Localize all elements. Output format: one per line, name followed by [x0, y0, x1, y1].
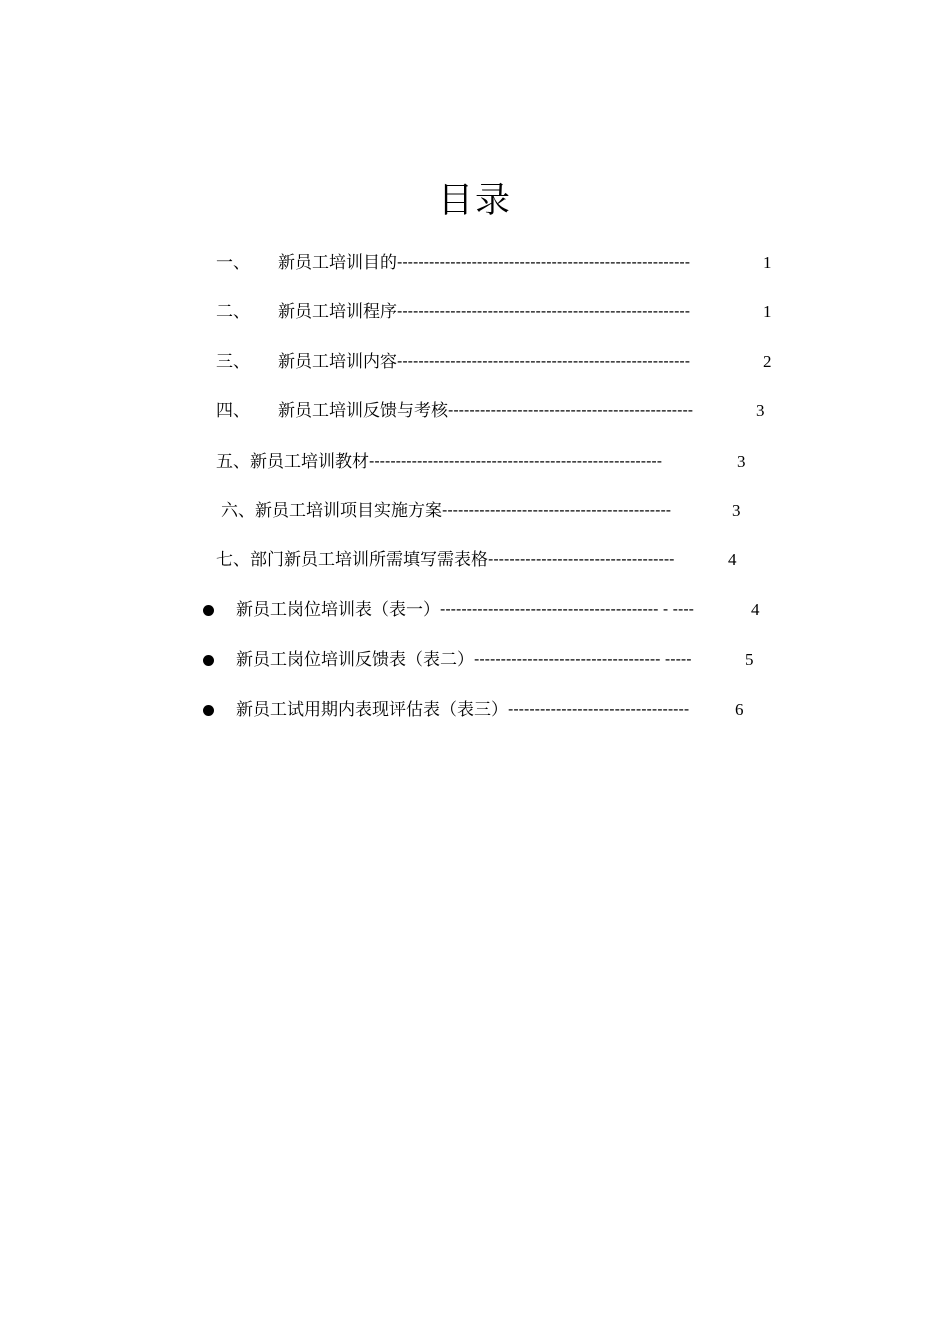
toc-entry-page: 1 [763, 302, 772, 321]
toc-leader-dots: ----------------------------------- [488, 551, 675, 568]
toc-entry-number: 七、 [216, 550, 250, 570]
toc-leader-dots: ----------------------------------- ----- [474, 651, 692, 668]
toc-entry-number: 六、 [221, 501, 255, 521]
toc-entry-number: 二、 [216, 302, 250, 322]
toc-entry-page: 3 [732, 501, 741, 520]
toc-entry-page: 4 [728, 550, 737, 569]
toc-sub-entry-page: 6 [735, 700, 744, 719]
bullet-icon [203, 605, 214, 616]
page-title: 目录 [437, 181, 512, 221]
toc-entry[interactable] [216, 399, 765, 423]
toc-sub-entry-label: 新员工岗位培训表（表一） [236, 600, 440, 620]
bullet-icon [203, 655, 214, 666]
toc-sub-entry[interactable] [203, 698, 744, 722]
toc-entry-number: 三、 [216, 352, 250, 372]
toc-leader-dots: ------------------------------------------------------- [369, 453, 663, 470]
toc-entry-label: 部门新员工培训所需填写需表格 [250, 550, 488, 570]
toc-entry-page: 1 [763, 253, 772, 272]
bullet-icon [203, 705, 214, 716]
toc-sub-entry-label: 新员工试用期内表现评估表（表三） [236, 700, 508, 720]
toc-entry[interactable] [221, 499, 741, 523]
toc-sub-entry-page: 5 [745, 650, 754, 669]
toc-leader-dots: ---------------------------------------------- [448, 402, 694, 419]
toc-entry-label: 新员工培训目的 [278, 253, 397, 273]
toc-entry[interactable] [216, 350, 772, 374]
toc-entry-label: 新员工培训内容 [278, 352, 397, 372]
toc-leader-dots: ------------------------------------------------------- [397, 254, 691, 271]
toc-entry-label: 新员工培训程序 [278, 302, 397, 322]
toc-entry-label: 新员工培训反馈与考核 [278, 401, 448, 421]
toc-entry-page: 3 [737, 452, 746, 471]
toc-entry-number: 四、 [216, 401, 250, 421]
toc-sub-entry[interactable] [203, 598, 760, 622]
toc-entry-page: 3 [756, 401, 765, 420]
toc-leader-dots: ---------------------------------- [508, 701, 690, 718]
toc-leader-dots: ----------------------------------------- - ---- [440, 601, 694, 618]
toc-leader-dots: ------------------------------------------------------- [397, 353, 691, 370]
toc-sub-entry-label: 新员工岗位培训反馈表（表二） [236, 650, 474, 670]
toc-entry-number: 五、 [216, 452, 250, 472]
toc-entry[interactable] [216, 450, 746, 474]
toc-entry[interactable] [216, 300, 772, 324]
toc-entry[interactable] [216, 251, 772, 275]
toc-sub-entry[interactable] [203, 648, 754, 672]
toc-entry-label: 新员工培训项目实施方案 [255, 501, 442, 521]
toc-entry-page: 2 [763, 352, 772, 371]
toc-entry-number: 一、 [216, 253, 250, 273]
toc-leader-dots: ------------------------------------------- [442, 502, 672, 519]
toc-leader-dots: ------------------------------------------------------- [397, 303, 691, 320]
toc-sub-entry-page: 4 [751, 600, 760, 619]
toc-entry[interactable] [216, 548, 737, 572]
toc-entry-label: 新员工培训教材 [250, 452, 369, 472]
